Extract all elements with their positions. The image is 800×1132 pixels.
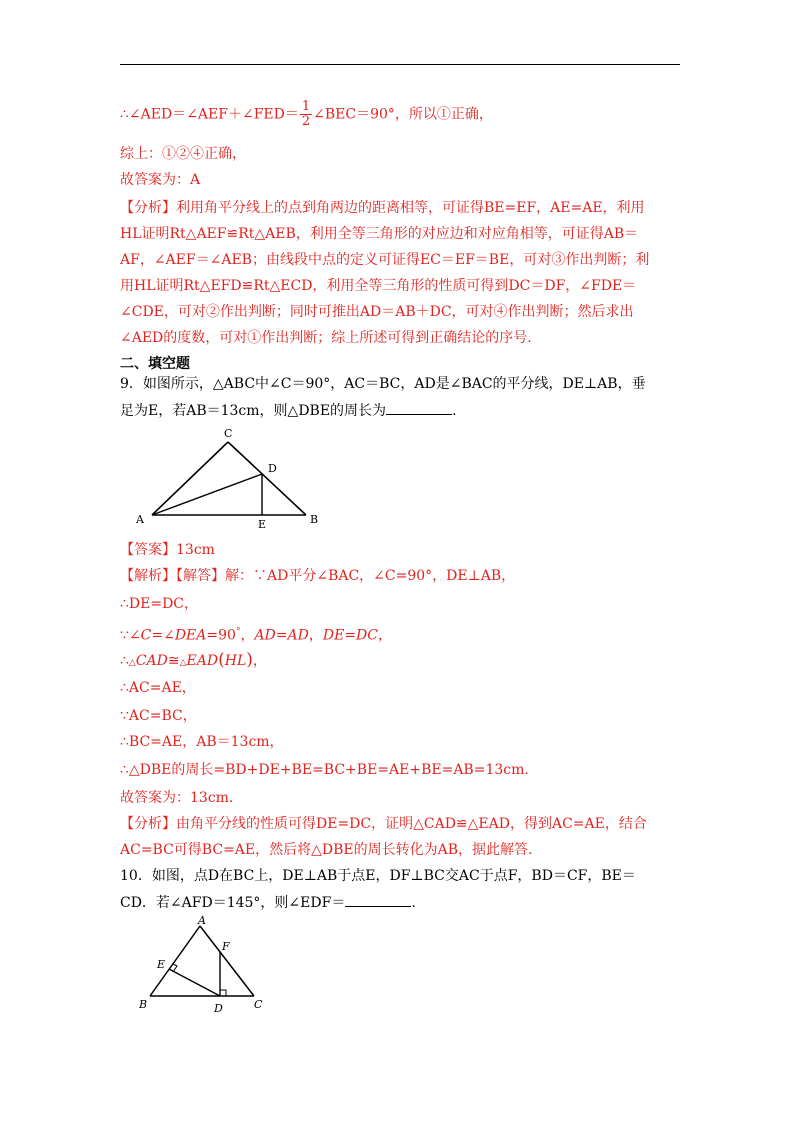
analysis-line-1: 【分析】利用角平分线上的点到角两边的距离相等，可证得BE=EF，AE=AE，利用 (120, 200, 645, 216)
answer-blank-q9[interactable] (386, 400, 452, 415)
label-c: C (254, 998, 263, 1011)
summary-line: 综上：①②④正确， (120, 146, 246, 162)
label-d: D (214, 1002, 223, 1015)
solution-line-aed (120, 100, 493, 129)
label-a: A (136, 513, 144, 526)
eq-paren: ( (218, 650, 225, 670)
eq-part: ∵∠ (120, 627, 141, 644)
question-9-line-2 (120, 400, 457, 421)
question-9-text: 足为E，若AB＝13cm，则△DBE的周长为 (120, 403, 387, 419)
analysis-line-5: ∠CDE，可对②作出判断；同时可推出AD＝AB＋DC，可对④作出判断；然后求出 (120, 304, 634, 320)
eq-part: ∴ (120, 653, 129, 669)
eq-part: ， (252, 653, 267, 669)
question-10-line-1: 10．如图，点D在BC上，DE⊥AB于点E，DF⊥BC交AC于点F，BD＝CF，BE＝ (120, 868, 636, 884)
segment-ac (200, 926, 254, 996)
analysis-line-4: 用HL证明Rt△EFD≌Rt△ECD，利用全等三角形的性质可得到DC＝DF，∠FDE＝ (120, 278, 637, 294)
solution-q9-line-7: ∴BC=AE，AB＝13cm， (120, 734, 284, 750)
solution-q9-line-5: ∴AC=AE， (120, 680, 196, 696)
label-c: C (224, 427, 233, 440)
eq-var-dea: DEA (174, 627, 207, 644)
eq-paren: ) (246, 650, 253, 670)
analysis-line-3: AF，∠AEF＝∠AEB；由线段中点的定义可证得EC＝EF＝BE，可对③作出判断；利 (120, 252, 650, 268)
fraction-one-half (300, 100, 312, 129)
label-e: E (258, 518, 267, 531)
fraction-numerator: 1 (301, 99, 311, 114)
segment-ac (152, 442, 228, 515)
analysis-q9-line-1: 【分析】由角平分线的性质可得DE=DC，证明△CAD≌△EAD，得到AC=AE，结合 (120, 816, 647, 832)
eq-var-ad: AD (254, 627, 276, 644)
eq-degree: ° (235, 627, 241, 637)
answer-blank-q10[interactable] (345, 892, 411, 907)
eq-var-de: DE (322, 627, 345, 644)
solution-q9-line-8: ∴△DBE的周长=BD+DE+BE=BC+BE=AE+BE=AB=13cm. (120, 762, 529, 778)
question-9-period: . (452, 403, 457, 419)
answer-q9: 【答案】13cm (120, 542, 215, 558)
segment-cb (228, 442, 306, 515)
label-e: E (157, 958, 166, 971)
solution-q9-line-2: ∴DE=DC， (120, 596, 199, 612)
right-angle-mark-d (220, 990, 226, 996)
eq-part: = (344, 627, 357, 644)
section-heading: 二、填空题 (120, 356, 190, 372)
label-b: B (139, 998, 148, 1011)
solution-q9-line-4 (120, 650, 267, 673)
eq-var-ad: AD (287, 627, 309, 644)
label-a: A (198, 914, 206, 927)
fraction-denominator: 2 (301, 114, 311, 129)
analysis-line-6: ∠AED的度数，可对①作出判断；综上所述可得到正确结论的序号. (120, 330, 532, 346)
eq-part: ， (377, 627, 392, 644)
label-b: B (310, 513, 319, 526)
question-9-line-1: 9．如图所示，△ABC中∠C＝90°，AC＝BC，AD是∠BAC的平分线，DE⊥AB，垂 (120, 376, 646, 392)
solution-q9-line-9: 故答案为：13cm. (120, 790, 234, 806)
segment-ed (169, 969, 220, 996)
question-10-text: CD．若∠AFD＝145°，则∠EDF＝ (120, 895, 346, 911)
figure-q9 (130, 424, 330, 536)
eq-var-dc: DC (356, 627, 378, 644)
solution-q9-line-1: 【解析】【解答】解：∵AD平分∠BAC，∠C=90°，DE⊥AB， (120, 568, 516, 584)
eq-part: ， (308, 627, 323, 644)
figure-q10 (134, 914, 284, 1018)
right-angle-mark-e (173, 964, 177, 972)
label-f: F (222, 940, 230, 953)
segment-ad (152, 474, 262, 515)
eq-part: = (275, 627, 288, 644)
eq-var-ead: EAD (186, 653, 219, 669)
text-aed-end: ∠BEC＝90°，所以①正确， (313, 106, 493, 123)
analysis-line-2: HL证明Rt△AEF≌Rt△AEB，利用全等三角形的对应边和对应角相等，可证得AB＝ (120, 226, 639, 242)
eq-triangle: △ (179, 658, 187, 668)
text-aed-start: ∴∠AED＝∠AEF＋∠FED＝ (120, 106, 299, 123)
eq-triangle: △ (128, 658, 136, 668)
answer-line-q8: 故答案为：A (120, 172, 201, 188)
eq-var-hl: HL (224, 653, 247, 669)
eq-var-cad: CAD (135, 653, 168, 669)
eq-var-c: C (140, 627, 152, 644)
solution-q9-line-6: ∵AC=BC， (120, 708, 197, 724)
eq-congruent: ≅ (167, 653, 180, 669)
eq-part: =∠ (151, 627, 175, 644)
solution-q9-line-3 (120, 622, 392, 646)
header-rule (120, 64, 680, 65)
eq-part: =90 (206, 627, 236, 644)
eq-part: ， (240, 627, 255, 644)
question-10-period: . (411, 895, 416, 911)
analysis-q9-line-2: AC=BC可得BC=AE，然后将△DBE的周长转化为AB，据此解答. (120, 842, 533, 858)
label-d: D (268, 462, 277, 475)
question-10-line-2 (120, 892, 416, 913)
